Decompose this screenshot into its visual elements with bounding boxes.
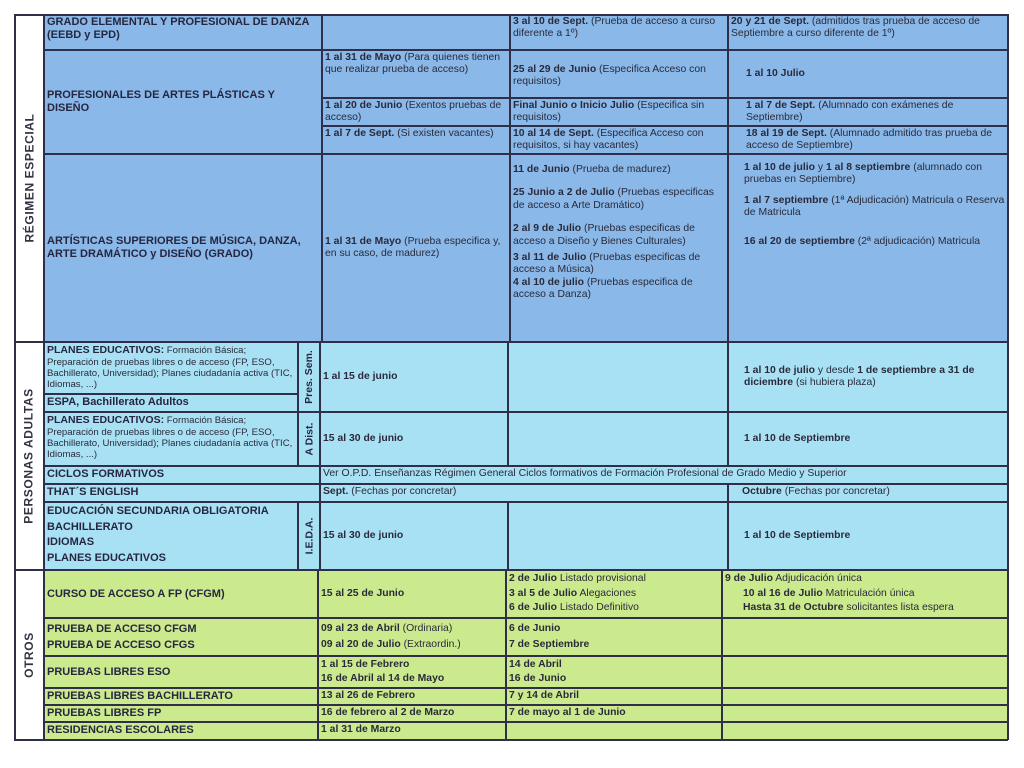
grid-line <box>507 502 509 570</box>
cell-ieda-col4: 1 al 10 de Septiembre <box>728 502 1008 570</box>
grid-line <box>44 704 1008 706</box>
cell-superiores-col2: 1 al 31 de Mayo (Prueba especifica y, en su caso, de madurez) <box>322 154 510 342</box>
cell-pruebas-acceso-col3: 6 de Junio 7 de Septiembre <box>506 618 722 656</box>
grid-line <box>44 501 1008 503</box>
cell-artes-r1-col2: 1 al 31 de Mayo (Para quienes tienen que realizar prueba de acceso) <box>322 50 510 98</box>
cell-pres-col4: 1 al 10 de julio y desde 1 de septiembre a 31 de diciembre (si hubiera plaza) <box>728 342 1008 412</box>
cell-ieda-col2: 15 al 30 de junio <box>320 502 508 570</box>
cell-pruebas-acceso-col2: 09 al 23 de Abril (Ordinaria) 09 al 20 de Julio (Extraordin.) <box>318 618 506 656</box>
grid-line <box>14 14 16 740</box>
cell-artes-r2-col3: Final Junio o Inicio Julio (Especifica sin requisitos) <box>510 98 728 126</box>
cell-artes-r3-col2: 1 al 7 de Sept. (Si existen vacantes) <box>322 126 510 154</box>
cell-superiores-col3: 11 de Junio (Prueba de madurez) 25 Junio a 2 de Julio (Pruebas especificas de acceso a Arte Dramático) 2 al 9 de Julio (Pruebas especificas de acceso a Diseño y Bienes Culturales) 3 al 11 de Julio (Pruebas especificas de acceso a Música) 4 al 10 de julio (Pruebas especifica de acceso a Danza) <box>510 154 728 342</box>
cell-dist-col2: 15 al 30 de junio <box>320 412 508 466</box>
cell-fp-col3: 7 de mayo al 1 de Junio <box>506 705 722 722</box>
row-label-ciclos: CICLOS FORMATIVOS <box>44 466 320 484</box>
side-label-ieda: I.E.D.A. <box>298 502 320 570</box>
cell-artes-r3-col3: 10 al 14 de Sept. (Especifica Acceso con requisitos, si hay vacantes) <box>510 126 728 154</box>
grid-line <box>44 617 1008 619</box>
row-label-pruebas-bachillerato: PRUEBAS LIBRES BACHILLERATO <box>44 688 318 705</box>
grid-line <box>14 14 1008 16</box>
row-label-thats-english: THAT´S ENGLISH <box>44 484 320 502</box>
grid-line <box>44 153 1008 155</box>
side-label-pres-sem: Pres. Sem. <box>298 342 320 412</box>
cell-danza-col4: 20 y 21 de Sept. (admitidos tras prueba de acceso de Septiembre a curso diferente de 1º) <box>728 14 1008 50</box>
cell-eso-col3: 14 de Abril 16 de Junio <box>506 656 722 688</box>
grid-line <box>727 14 729 342</box>
grid-line <box>1007 14 1009 740</box>
row-label-ieda: EDUCACIÓN SECUNDARIA OBLIGATORIA BACHILLERATO IDIOMAS PLANES EDUCATIVOS <box>44 502 298 570</box>
cell-english-col2: Sept. (Fechas por concretar) <box>320 484 728 502</box>
cell-eso-col2: 1 al 15 de Febrero 16 de Abril al 14 de Mayo <box>318 656 506 688</box>
grid-line <box>14 341 1008 343</box>
section-regimen-especial: RÉGIMEN ESPECIAL <box>14 14 44 342</box>
cell-superiores-col4: 1 al 10 de julio y 1 al 8 septiembre (alumnado con pruebas en Septiembre) 1 al 7 septiembre (1ª Adjudicación) Matricula o Reserva de Matricula 16 al 20 de septiembre (2ª adjudicación) Matricula <box>728 154 1008 342</box>
cell-danza-col2 <box>322 14 510 50</box>
row-label-pruebas-acceso: PRUEBA DE ACCESO CFGM PRUEBA DE ACCESO CFGS <box>44 618 318 656</box>
cell-fp-col2: 16 de febrero al 2 de Marzo <box>318 705 506 722</box>
grid-line <box>44 393 298 395</box>
row-label-planes-presencial: PLANES EDUCATIVOS: Formación Básica; Preparación de pruebas libres o de acceso (FP, ESO, Bachillerato, Universidad); Planes ciudadanía activa (TIC, Idiomas, ...) <box>44 342 298 394</box>
side-label-a-dist: A Dist. <box>298 412 320 466</box>
grid-line <box>297 342 299 466</box>
grid-line <box>44 655 1008 657</box>
grid-line <box>322 125 1008 127</box>
row-label-artes-plasticas: PROFESIONALES DE ARTES PLÁSTICAS Y DISEÑO <box>44 50 322 154</box>
grid-line <box>322 97 1008 99</box>
cell-pruebas-acceso-col4 <box>722 618 1008 656</box>
cell-ciclos-text: Ver O.P.D. Enseñanzas Régimen General Ciclos formativos de Formación Profesional de Grado Medio y Superior <box>320 466 1008 484</box>
grid-line <box>321 14 323 342</box>
cell-bach-col4 <box>722 688 1008 705</box>
cell-eso-col4 <box>722 656 1008 688</box>
section-otros: OTROS <box>14 570 44 740</box>
cell-ieda-col3 <box>508 502 728 570</box>
row-label-curso-acceso: CURSO DE ACCESO A FP (CFGM) <box>44 570 318 618</box>
row-label-artisticas-superiores: ARTÍSTICAS SUPERIORES DE MÚSICA, DANZA, ARTE DRAMÁTICO y DISEÑO (GRADO) <box>44 154 322 342</box>
row-label-danza: GRADO ELEMENTAL Y PROFESIONAL DE DANZA (EEBD y EPD) <box>44 14 322 50</box>
cell-danza-col3: 3 al 10 de Sept. (Prueba de acceso a curso diferente a 1º) <box>510 14 728 50</box>
cell-pres-col2: 1 al 15 de junio <box>320 342 508 412</box>
grid-line <box>727 484 729 570</box>
grid-line <box>319 342 321 570</box>
row-label-planes-distancia: PLANES EDUCATIVOS: Formación Básica; Preparación de pruebas libres o de acceso (FP, ESO, Bachillerato, Universidad); Planes ciudadanía activa (TIC, Idiomas, ...) <box>44 412 298 466</box>
row-label-espa: ESPA, Bachillerato Adultos <box>44 394 298 412</box>
grid-line <box>44 483 1008 485</box>
cell-artes-r2-col2: 1 al 20 de Junio (Exentos pruebas de acceso) <box>322 98 510 126</box>
cell-bach-col2: 13 al 26 de Febrero <box>318 688 506 705</box>
grid-line <box>43 14 45 740</box>
grid-line <box>509 14 511 342</box>
cell-artes-r2-col4: 1 al 7 de Sept. (Alumnado con exámenes de Septiembre) <box>728 98 1008 126</box>
grid-line <box>44 721 1008 723</box>
cell-fp-col4 <box>722 705 1008 722</box>
grid-line <box>727 342 729 466</box>
cell-artes-r3-col4: 18 al 19 de Sept. (Alumnado admitido tras prueba de acceso de Septiembre) <box>728 126 1008 154</box>
grid-line <box>507 342 509 466</box>
cell-curso-col4: 9 de Julio Adjudicación única 10 al 16 de Julio Matriculación única Hasta 31 de Octubre solicitantes lista espera <box>722 570 1008 618</box>
cell-artes-r1-col4: 1 al 10 Julio <box>728 50 1008 98</box>
cell-artes-r1-col3: 25 al 29 de Junio (Especifica Acceso con requisitos) <box>510 50 728 98</box>
cell-dist-col3 <box>508 412 728 466</box>
cell-dist-col4: 1 al 10 de Septiembre <box>728 412 1008 466</box>
cell-pres-col3 <box>508 342 728 412</box>
cell-bach-col3: 7 y 14 de Abril <box>506 688 722 705</box>
cell-curso-col3: 2 de Julio Listado provisional 3 al 5 de Julio Alegaciones 6 de Julio Listado Definitivo <box>506 570 722 618</box>
section-personas-adultas: PERSONAS ADULTAS <box>14 342 44 570</box>
cell-res-col4 <box>722 722 1008 740</box>
cell-res-col3 <box>506 722 722 740</box>
grid-line <box>44 687 1008 689</box>
row-label-residencias: RESIDENCIAS ESCOLARES <box>44 722 318 740</box>
grid-line <box>44 465 1008 467</box>
grid-line <box>44 49 1008 51</box>
grid-line <box>44 411 1008 413</box>
cell-curso-col2: 15 al 25 de Junio <box>318 570 506 618</box>
row-label-pruebas-eso: PRUEBAS LIBRES ESO <box>44 656 318 688</box>
cell-english-col4: Octubre (Fechas por concretar) <box>728 484 1008 502</box>
grid-line <box>297 502 299 570</box>
grid-line <box>14 569 1008 571</box>
grid-line <box>14 739 1008 741</box>
cell-res-col2: 1 al 31 de Marzo <box>318 722 506 740</box>
row-label-pruebas-fp: PRUEBAS LIBRES FP <box>44 705 318 722</box>
